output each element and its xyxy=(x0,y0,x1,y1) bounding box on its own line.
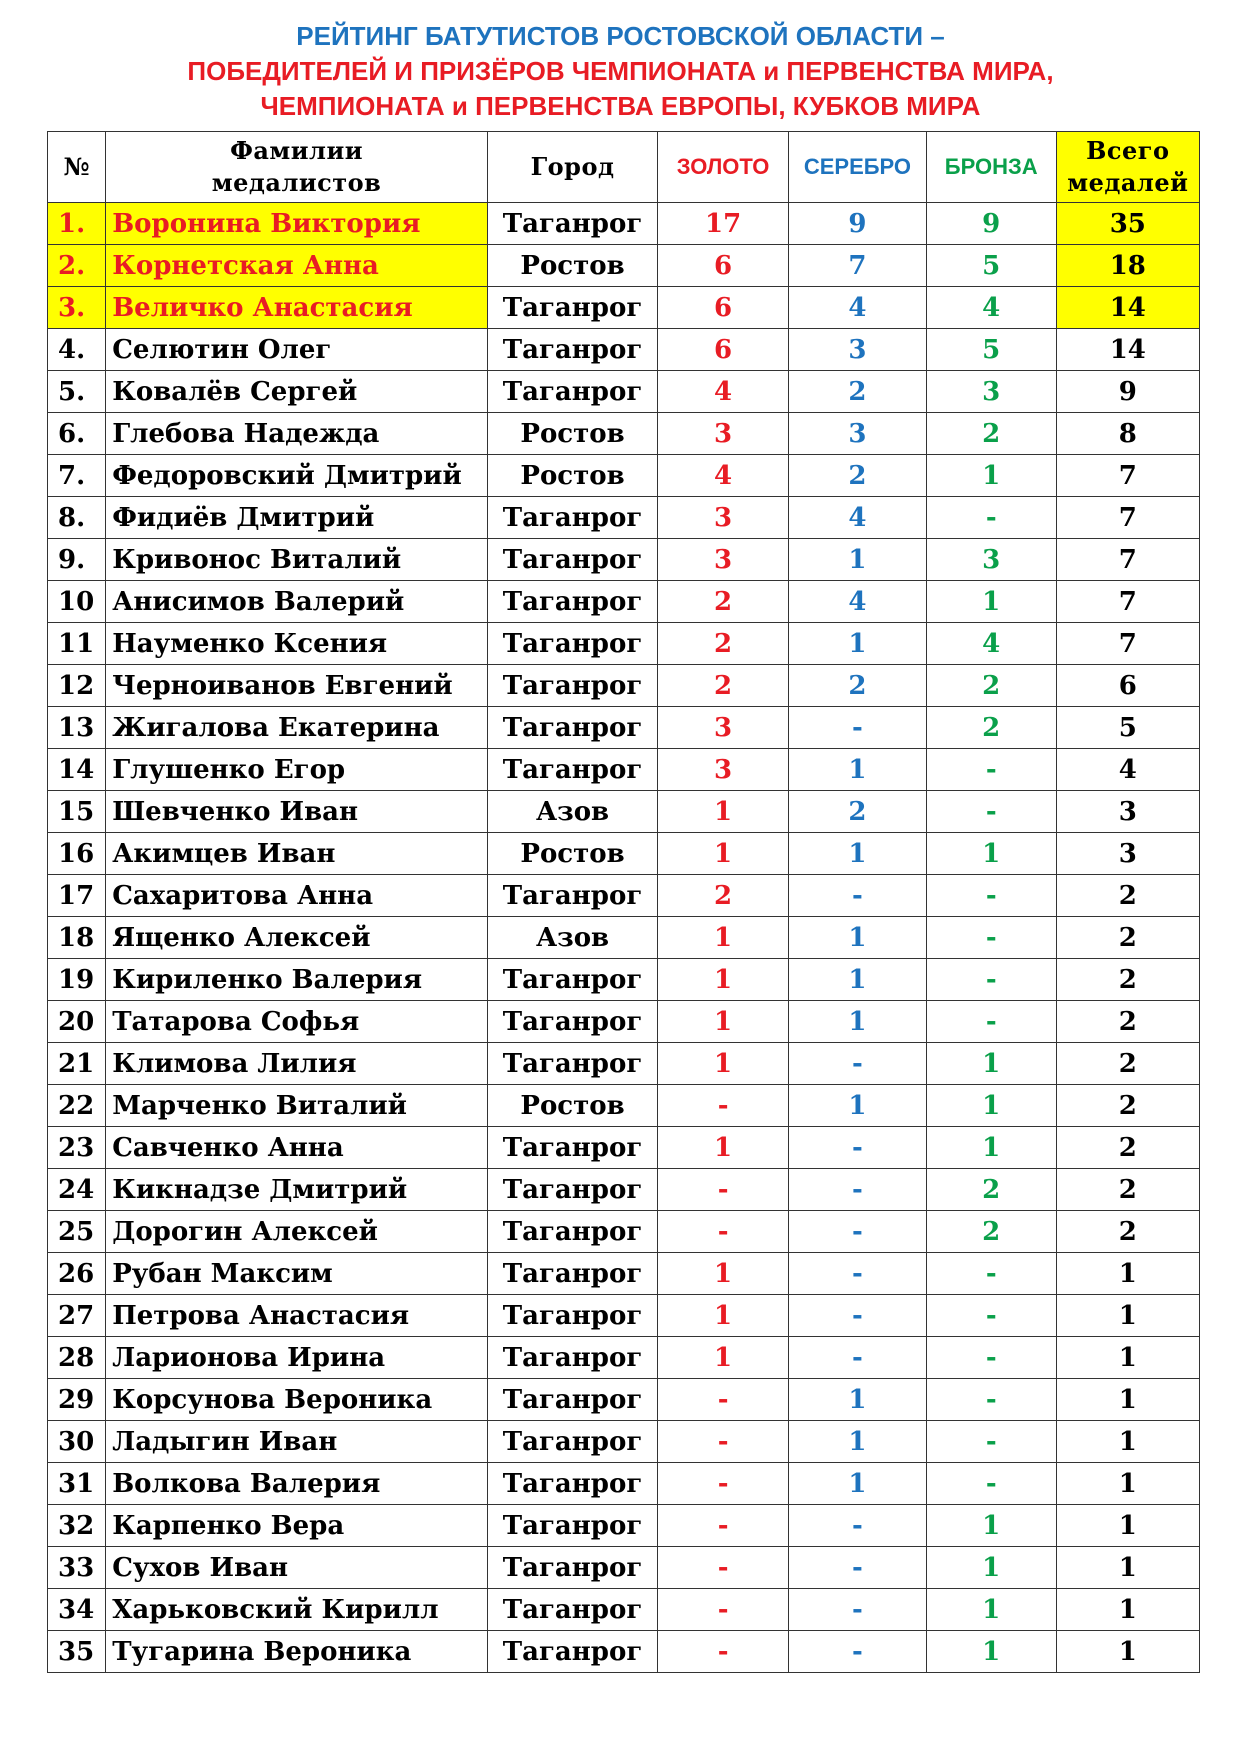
city: Таганрог xyxy=(487,623,657,665)
row-number: 22 xyxy=(48,1085,106,1127)
athlete-name: Сахаритова Анна xyxy=(106,875,488,917)
total-count: 1 xyxy=(1056,1547,1199,1589)
city: Таганрог xyxy=(487,497,657,539)
table-row xyxy=(48,917,1200,959)
gold-count: 2 xyxy=(658,623,789,665)
medal-rating-table xyxy=(47,131,1200,1673)
total-count: 3 xyxy=(1056,833,1199,875)
gold-count: - xyxy=(658,1379,789,1421)
total-count: 7 xyxy=(1056,497,1199,539)
row-number: 33 xyxy=(48,1547,106,1589)
city: Таганрог xyxy=(487,665,657,707)
row-number: 15 xyxy=(48,791,106,833)
gold-count: 4 xyxy=(658,371,789,413)
athlete-name: Величко Анастасия xyxy=(106,287,488,329)
total-count: 2 xyxy=(1056,1211,1199,1253)
row-number: 14 xyxy=(48,749,106,791)
table-row xyxy=(48,1001,1200,1043)
table-row xyxy=(48,497,1200,539)
total-count: 2 xyxy=(1056,875,1199,917)
city: Таганрог xyxy=(487,1379,657,1421)
row-number: 16 xyxy=(48,833,106,875)
table-row xyxy=(48,581,1200,623)
table-row xyxy=(48,665,1200,707)
table-row xyxy=(48,455,1200,497)
gold-count: 1 xyxy=(658,791,789,833)
city: Таганрог xyxy=(487,1631,657,1673)
city: Таганрог xyxy=(487,959,657,1001)
athlete-name: Селютин Олег xyxy=(106,329,488,371)
title-line-3: ЧЕМПИОНАТА и ПЕРВЕНСТВА ЕВРОПЫ, КУБКОВ МИРА xyxy=(260,91,981,121)
table-row xyxy=(48,1253,1200,1295)
athlete-name: Кривонос Виталий xyxy=(106,539,488,581)
row-number: 26 xyxy=(48,1253,106,1295)
athlete-name: Татарова Софья xyxy=(106,1001,488,1043)
column-header-city: Город xyxy=(487,132,657,203)
row-number: 2. xyxy=(48,245,106,287)
city: Таганрог xyxy=(487,749,657,791)
silver-count: - xyxy=(789,1169,927,1211)
gold-count: 4 xyxy=(658,455,789,497)
silver-count: 1 xyxy=(789,749,927,791)
silver-count: - xyxy=(789,1547,927,1589)
silver-count: - xyxy=(789,1295,927,1337)
row-number: 7. xyxy=(48,455,106,497)
silver-count: 1 xyxy=(789,833,927,875)
city: Ростов xyxy=(487,833,657,875)
total-count: 7 xyxy=(1056,581,1199,623)
table-row xyxy=(48,1127,1200,1169)
athlete-name: Волкова Валерия xyxy=(106,1463,488,1505)
city: Таганрог xyxy=(487,1589,657,1631)
bronze-count: 1 xyxy=(926,1589,1056,1631)
table-row xyxy=(48,875,1200,917)
city: Таганрог xyxy=(487,203,657,245)
athlete-name: Глебова Надежда xyxy=(106,413,488,455)
bronze-count: 1 xyxy=(926,1127,1056,1169)
silver-count: 1 xyxy=(789,959,927,1001)
silver-count: 4 xyxy=(789,497,927,539)
athlete-name: Харьковский Кирилл xyxy=(106,1589,488,1631)
table-row xyxy=(48,833,1200,875)
gold-count: 3 xyxy=(658,749,789,791)
athlete-name: Кикнадзе Дмитрий xyxy=(106,1169,488,1211)
table-row xyxy=(48,623,1200,665)
table-row xyxy=(48,1463,1200,1505)
total-count: 7 xyxy=(1056,539,1199,581)
silver-count: 1 xyxy=(789,1085,927,1127)
silver-count: - xyxy=(789,1211,927,1253)
athlete-name: Ковалёв Сергей xyxy=(106,371,488,413)
total-count: 2 xyxy=(1056,1043,1199,1085)
city: Таганрог xyxy=(487,1211,657,1253)
gold-count: 3 xyxy=(658,539,789,581)
silver-count: - xyxy=(789,1337,927,1379)
row-number: 3. xyxy=(48,287,106,329)
city: Таганрог xyxy=(487,581,657,623)
bronze-count: 1 xyxy=(926,581,1056,623)
silver-count: - xyxy=(789,875,927,917)
column-header-names-line1: Фамилии xyxy=(230,136,364,165)
athlete-name: Шевченко Иван xyxy=(106,791,488,833)
city: Азов xyxy=(487,791,657,833)
athlete-name: Жигалова Екатерина xyxy=(106,707,488,749)
gold-count: - xyxy=(658,1589,789,1631)
bronze-count: 1 xyxy=(926,1505,1056,1547)
silver-count: - xyxy=(789,1043,927,1085)
bronze-count: 1 xyxy=(926,1547,1056,1589)
silver-count: 1 xyxy=(789,917,927,959)
column-header-bronze: БРОНЗА xyxy=(926,132,1056,203)
row-number: 20 xyxy=(48,1001,106,1043)
athlete-name: Корсунова Вероника xyxy=(106,1379,488,1421)
total-count: 7 xyxy=(1056,455,1199,497)
title-line-1: РЕЙТИНГ БАТУТИСТОВ РОСТОВСКОЙ ОБЛАСТИ – xyxy=(296,21,945,51)
total-count: 14 xyxy=(1056,287,1199,329)
total-count: 1 xyxy=(1056,1253,1199,1295)
city: Таганрог xyxy=(487,1127,657,1169)
table-row xyxy=(48,329,1200,371)
total-count: 2 xyxy=(1056,959,1199,1001)
gold-count: 17 xyxy=(658,203,789,245)
gold-count: - xyxy=(658,1085,789,1127)
row-number: 17 xyxy=(48,875,106,917)
total-count: 2 xyxy=(1056,1085,1199,1127)
table-row xyxy=(48,1085,1200,1127)
bronze-count: - xyxy=(926,1253,1056,1295)
bronze-count: - xyxy=(926,1379,1056,1421)
silver-count: 1 xyxy=(789,1379,927,1421)
athlete-name: Петрова Анастасия xyxy=(106,1295,488,1337)
column-header-total-line1: Всего xyxy=(1086,136,1170,165)
total-count: 1 xyxy=(1056,1505,1199,1547)
row-number: 1. xyxy=(48,203,106,245)
silver-count: 2 xyxy=(789,455,927,497)
bronze-count: 2 xyxy=(926,1169,1056,1211)
city: Таганрог xyxy=(487,1463,657,1505)
bronze-count: 1 xyxy=(926,1043,1056,1085)
bronze-count: - xyxy=(926,791,1056,833)
table-row xyxy=(48,1547,1200,1589)
silver-count: 4 xyxy=(789,581,927,623)
athlete-name: Рубан Максим xyxy=(106,1253,488,1295)
bronze-count: - xyxy=(926,497,1056,539)
athlete-name: Воронина Виктория xyxy=(106,203,488,245)
silver-count: - xyxy=(789,1127,927,1169)
bronze-count: - xyxy=(926,917,1056,959)
row-number: 11 xyxy=(48,623,106,665)
silver-count: 1 xyxy=(789,539,927,581)
total-count: 1 xyxy=(1056,1631,1199,1673)
athlete-name: Глушенко Егор xyxy=(106,749,488,791)
gold-count: - xyxy=(658,1421,789,1463)
city: Таганрог xyxy=(487,287,657,329)
athlete-name: Карпенко Вера xyxy=(106,1505,488,1547)
table-row xyxy=(48,1421,1200,1463)
row-number: 6. xyxy=(48,413,106,455)
table-row xyxy=(48,287,1200,329)
city: Таганрог xyxy=(487,1547,657,1589)
bronze-count: 3 xyxy=(926,371,1056,413)
row-number: 35 xyxy=(48,1631,106,1673)
total-count: 9 xyxy=(1056,371,1199,413)
total-count: 2 xyxy=(1056,1169,1199,1211)
bronze-count: 2 xyxy=(926,707,1056,749)
silver-count: 1 xyxy=(789,1463,927,1505)
total-count: 4 xyxy=(1056,749,1199,791)
row-number: 29 xyxy=(48,1379,106,1421)
city: Таганрог xyxy=(487,329,657,371)
city: Таганрог xyxy=(487,1001,657,1043)
athlete-name: Фидиёв Дмитрий xyxy=(106,497,488,539)
total-count: 1 xyxy=(1056,1379,1199,1421)
row-number: 24 xyxy=(48,1169,106,1211)
table-row xyxy=(48,245,1200,287)
gold-count: 1 xyxy=(658,1001,789,1043)
table-row xyxy=(48,959,1200,1001)
total-count: 1 xyxy=(1056,1295,1199,1337)
athlete-name: Ладыгин Иван xyxy=(106,1421,488,1463)
column-header-names-line2: медалистов xyxy=(211,168,382,197)
city: Ростов xyxy=(487,1085,657,1127)
silver-count: 3 xyxy=(789,329,927,371)
row-number: 19 xyxy=(48,959,106,1001)
athlete-name: Тугарина Вероника xyxy=(106,1631,488,1673)
gold-count: - xyxy=(658,1211,789,1253)
table-row xyxy=(48,1211,1200,1253)
bronze-count: - xyxy=(926,1295,1056,1337)
row-number: 8. xyxy=(48,497,106,539)
total-count: 1 xyxy=(1056,1337,1199,1379)
header-row xyxy=(48,132,1200,203)
table-row xyxy=(48,1379,1200,1421)
athlete-name: Науменко Ксения xyxy=(106,623,488,665)
total-count: 5 xyxy=(1056,707,1199,749)
bronze-count: 5 xyxy=(926,329,1056,371)
table-row xyxy=(48,1295,1200,1337)
table-row xyxy=(48,707,1200,749)
column-header-silver: СЕРЕБРО xyxy=(789,132,927,203)
silver-count: 1 xyxy=(789,1421,927,1463)
row-number: 9. xyxy=(48,539,106,581)
total-count: 1 xyxy=(1056,1463,1199,1505)
gold-count: 2 xyxy=(658,581,789,623)
city: Азов xyxy=(487,917,657,959)
gold-count: 1 xyxy=(658,833,789,875)
row-number: 4. xyxy=(48,329,106,371)
bronze-count: 1 xyxy=(926,455,1056,497)
gold-count: 6 xyxy=(658,287,789,329)
table-row xyxy=(48,1337,1200,1379)
row-number: 30 xyxy=(48,1421,106,1463)
city: Таганрог xyxy=(487,1169,657,1211)
row-number: 32 xyxy=(48,1505,106,1547)
city: Таганрог xyxy=(487,539,657,581)
bronze-count: 3 xyxy=(926,539,1056,581)
row-number: 28 xyxy=(48,1337,106,1379)
bronze-count: - xyxy=(926,1337,1056,1379)
total-count: 6 xyxy=(1056,665,1199,707)
gold-count: - xyxy=(658,1505,789,1547)
athlete-name: Савченко Анна xyxy=(106,1127,488,1169)
table-row xyxy=(48,1631,1200,1673)
table-row xyxy=(48,749,1200,791)
row-number: 23 xyxy=(48,1127,106,1169)
city: Ростов xyxy=(487,413,657,455)
row-number: 13 xyxy=(48,707,106,749)
row-number: 21 xyxy=(48,1043,106,1085)
bronze-count: 2 xyxy=(926,665,1056,707)
bronze-count: - xyxy=(926,1463,1056,1505)
gold-count: 1 xyxy=(658,917,789,959)
gold-count: 3 xyxy=(658,497,789,539)
total-count: 35 xyxy=(1056,203,1199,245)
row-number: 12 xyxy=(48,665,106,707)
gold-count: 3 xyxy=(658,413,789,455)
city: Таганрог xyxy=(487,1337,657,1379)
bronze-count: - xyxy=(926,959,1056,1001)
gold-count: 3 xyxy=(658,707,789,749)
total-count: 7 xyxy=(1056,623,1199,665)
city: Таганрог xyxy=(487,875,657,917)
bronze-count: 5 xyxy=(926,245,1056,287)
bronze-count: - xyxy=(926,1001,1056,1043)
gold-count: 6 xyxy=(658,245,789,287)
gold-count: - xyxy=(658,1631,789,1673)
silver-count: 3 xyxy=(789,413,927,455)
gold-count: - xyxy=(658,1169,789,1211)
bronze-count: 1 xyxy=(926,833,1056,875)
bronze-count: - xyxy=(926,875,1056,917)
city: Таганрог xyxy=(487,1253,657,1295)
column-header-total-line2: медалей xyxy=(1067,168,1189,197)
row-number: 18 xyxy=(48,917,106,959)
total-count: 1 xyxy=(1056,1421,1199,1463)
silver-count: 2 xyxy=(789,371,927,413)
bronze-count: 2 xyxy=(926,413,1056,455)
gold-count: - xyxy=(658,1547,789,1589)
bronze-count: 4 xyxy=(926,287,1056,329)
total-count: 2 xyxy=(1056,1127,1199,1169)
table-row xyxy=(48,413,1200,455)
bronze-count: 2 xyxy=(926,1211,1056,1253)
column-header-total xyxy=(1056,132,1199,203)
row-number: 31 xyxy=(48,1463,106,1505)
silver-count: 1 xyxy=(789,623,927,665)
gold-count: - xyxy=(658,1463,789,1505)
total-count: 18 xyxy=(1056,245,1199,287)
silver-count: 2 xyxy=(789,791,927,833)
athlete-name: Черноиванов Евгений xyxy=(106,665,488,707)
bronze-count: - xyxy=(926,749,1056,791)
silver-count: - xyxy=(789,1589,927,1631)
row-number: 34 xyxy=(48,1589,106,1631)
total-count: 1 xyxy=(1056,1589,1199,1631)
total-count: 2 xyxy=(1056,1001,1199,1043)
silver-count: - xyxy=(789,1631,927,1673)
athlete-name: Анисимов Валерий xyxy=(106,581,488,623)
city: Таганрог xyxy=(487,1505,657,1547)
column-header-number: № xyxy=(48,132,106,203)
silver-count: 4 xyxy=(789,287,927,329)
silver-count: - xyxy=(789,1505,927,1547)
table-row xyxy=(48,1169,1200,1211)
total-count: 2 xyxy=(1056,917,1199,959)
silver-count: 2 xyxy=(789,665,927,707)
gold-count: 2 xyxy=(658,665,789,707)
athlete-name: Ларионова Ирина xyxy=(106,1337,488,1379)
row-number: 27 xyxy=(48,1295,106,1337)
bronze-count: 4 xyxy=(926,623,1056,665)
table-row xyxy=(48,1589,1200,1631)
gold-count: 1 xyxy=(658,1337,789,1379)
total-count: 3 xyxy=(1056,791,1199,833)
silver-count: - xyxy=(789,1253,927,1295)
row-number: 5. xyxy=(48,371,106,413)
athlete-name: Федоровский Дмитрий xyxy=(106,455,488,497)
city: Таганрог xyxy=(487,371,657,413)
bronze-count: - xyxy=(926,1421,1056,1463)
bronze-count: 9 xyxy=(926,203,1056,245)
athlete-name: Сухов Иван xyxy=(106,1547,488,1589)
city: Таганрог xyxy=(487,1043,657,1085)
gold-count: 1 xyxy=(658,1043,789,1085)
gold-count: 2 xyxy=(658,875,789,917)
athlete-name: Климова Лилия xyxy=(106,1043,488,1085)
total-count: 14 xyxy=(1056,329,1199,371)
column-header-names xyxy=(106,132,488,203)
row-number: 10 xyxy=(48,581,106,623)
silver-count: - xyxy=(789,707,927,749)
table-row xyxy=(48,1505,1200,1547)
athlete-name: Акимцев Иван xyxy=(106,833,488,875)
gold-count: 1 xyxy=(658,1295,789,1337)
city: Таганрог xyxy=(487,1421,657,1463)
bronze-count: 1 xyxy=(926,1631,1056,1673)
athlete-name: Ященко Алексей xyxy=(106,917,488,959)
gold-count: 1 xyxy=(658,1127,789,1169)
table-row xyxy=(48,539,1200,581)
athlete-name: Марченко Виталий xyxy=(106,1085,488,1127)
table-row xyxy=(48,791,1200,833)
athlete-name: Корнетская Анна xyxy=(106,245,488,287)
silver-count: 7 xyxy=(789,245,927,287)
row-number: 25 xyxy=(48,1211,106,1253)
total-count: 8 xyxy=(1056,413,1199,455)
table-row xyxy=(48,203,1200,245)
table-row xyxy=(48,1043,1200,1085)
athlete-name: Кириленко Валерия xyxy=(106,959,488,1001)
title-line-2: ПОБЕДИТЕЛЕЙ И ПРИЗЁРОВ ЧЕМПИОНАТА и ПЕРВЕНСТВА МИРА, xyxy=(187,56,1054,86)
column-header-gold: ЗОЛОТО xyxy=(658,132,789,203)
city: Таганрог xyxy=(487,1295,657,1337)
city: Ростов xyxy=(487,455,657,497)
silver-count: 9 xyxy=(789,203,927,245)
silver-count: 1 xyxy=(789,1001,927,1043)
gold-count: 1 xyxy=(658,959,789,1001)
bronze-count: 1 xyxy=(926,1085,1056,1127)
gold-count: 1 xyxy=(658,1253,789,1295)
city: Ростов xyxy=(487,245,657,287)
city: Таганрог xyxy=(487,707,657,749)
gold-count: 6 xyxy=(658,329,789,371)
athlete-name: Дорогин Алексей xyxy=(106,1211,488,1253)
table-row xyxy=(48,371,1200,413)
